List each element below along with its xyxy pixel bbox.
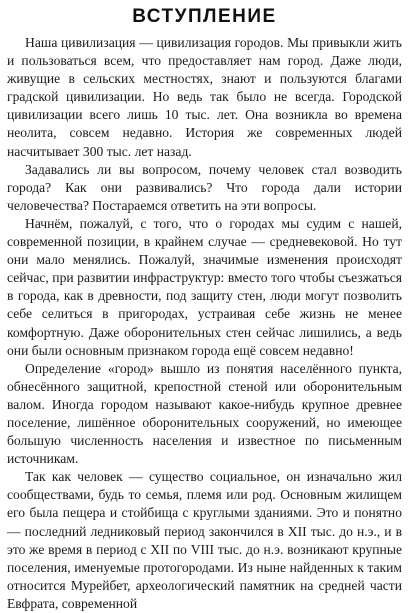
paragraph-intro: Наша цивилизация — цивилизация городов. Мы привыкли жить и пользоваться всем, что предоставляет нам город. Даже люди, живущие в сельских местностях, знают и пользуются благами градской цивилизации. Но ведь так было не всегда. Городской цивилизации всего лишь 10 тыс. лет. Она возникла во времена неолита, совсем недавно. История же современных людей насчитывает 300 тыс. лет назад. xyxy=(7,35,402,159)
paragraph-definition: Определение «город» вышло из понятия населённого пункта, обнесённого защитной, крепостной стеной или оборонительным валом. Иногда городом называют какое-нибудь крупное древнее поселение, лишённое оборонительных сооружений, но имеющее большую численность населения и известное по письменным источникам. xyxy=(7,360,402,467)
chapter-heading: ВСТУПЛЕНИЕ xyxy=(132,6,277,27)
paragraph-questions: Задавались ли вы вопросом, почему человек стал возводить города? Как они развивались? Что города дали истории человечества? Постараемся ответить на эти вопросы. xyxy=(7,161,402,213)
paragraph-social-origins: Так как человек — существо социальное, он изначально жил сообществами, будь то семья, племя или род. Основным жилищем его была пещера и стойбища с круглыми зданиями. Это и понятно — последний ледниковый период закончился в XII тыс. до н.э., и в это же время в период с XII по VIII тыс. до н.э. возникают крупные поселения, именуемые протогородами. Из ныне найденных к таким относится Мурейбет, археологический памятник на средней части Евфрата, современной xyxy=(7,469,402,611)
paragraph-modern-view: Начнём, пожалуй, с того, что о городах мы судим с нашей, современной позиции, в крайнем случае — средневековой. Но тут они мало менялись. Пожалуй, значимые изменения происходят сейчас, при развитии инфраструктур: вместо того чтобы съезжаться в города, как в древности, под защиту стен, люди могут позволить себе селиться в пригородах, устраивая себе жизнь не менее комфортную. Даже оборонительных стен сейчас лишились, а ведь они были основным признаком города ещё совсем недавно! xyxy=(7,215,402,358)
